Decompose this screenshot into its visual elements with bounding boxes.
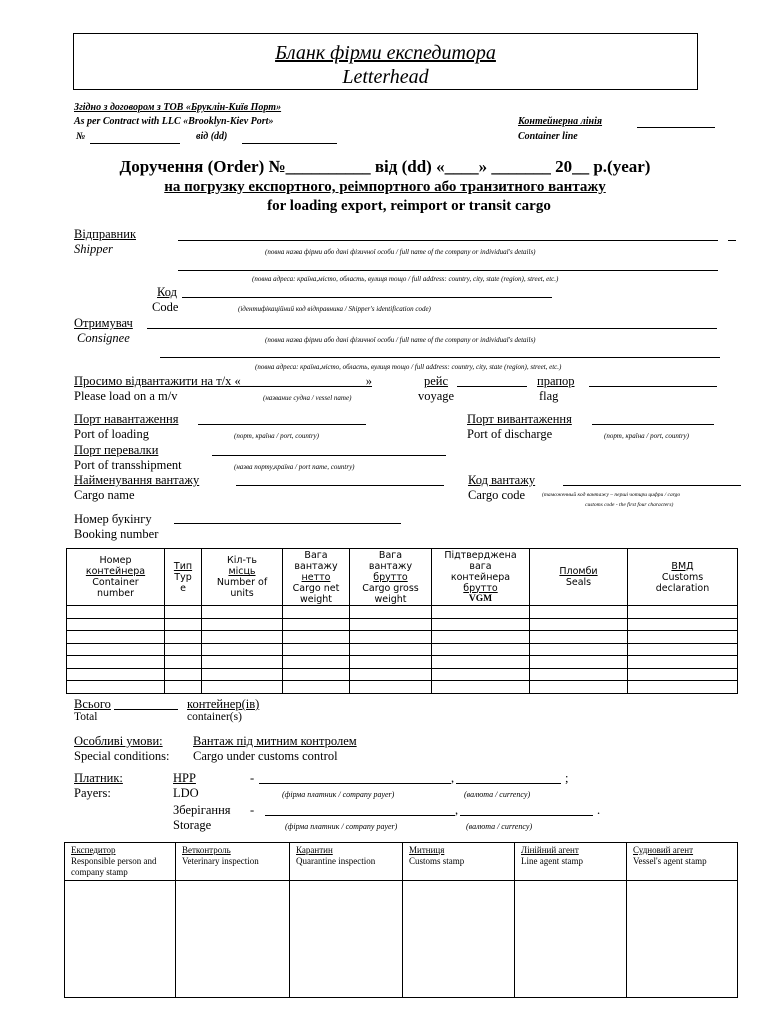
port-discharge-hint: (порт, країна / port, country) [604,432,689,440]
cargo-table [66,548,738,694]
table-cell[interactable] [67,643,165,656]
payer-storage-period: . [597,803,601,817]
table-cell[interactable] [350,606,432,619]
flag-field[interactable] [589,386,717,387]
col-units: Кіл-ть місць Number of units [202,549,283,606]
port-loading-label-en: Port of loading [74,427,149,441]
shipper-name-field[interactable] [178,240,718,241]
table-cell[interactable] [628,631,738,644]
consignee-label-ua: Отримувач [74,316,133,330]
cargo-code-hint-2: customs code - the first four characters) [585,502,674,508]
total-field[interactable] [114,709,178,710]
table-cell[interactable] [283,631,350,644]
table-cell[interactable] [628,656,738,669]
table-cell[interactable] [202,681,283,694]
table-cell[interactable] [350,656,432,669]
payer-storage-company-hint: (фірма платник / company payer) [285,822,398,831]
total-containers-ua: контейнер(ів) [187,697,260,711]
table-cell[interactable] [165,606,202,619]
conditions-label-en: Special conditions: [74,749,170,763]
table-cell[interactable] [350,668,432,681]
payer-hpp-label: HPP [173,771,196,785]
table-row [67,681,738,694]
table-cell[interactable] [628,668,738,681]
voyage-field[interactable] [457,386,527,387]
cargo-code-hint-1: (таможенный код вантажу – перші чотири цифри / cargo [542,492,681,498]
contract-no-field[interactable] [90,143,180,144]
port-loading-hint: (порт, країна / port, country) [234,432,319,440]
table-cell[interactable] [530,668,628,681]
table-cell[interactable] [202,618,283,631]
table-cell[interactable] [432,618,530,631]
col-container-number: Номер контейнера Container number [67,549,165,606]
payer-ldo-company-hint: (фірма платник / company payer) [282,790,395,799]
vessel-label-ua[interactable]: Просимо відвантажити на т/х «____________________» [74,374,373,388]
letterhead-title-en: Letterhead [342,66,429,88]
shipper-name-field-end [728,240,736,241]
booking-label-en: Booking number [74,527,159,541]
payer-hpp-semicolon: ; [565,771,569,785]
stamp-vessel-agent-header: Судновий агент Vessel's agent stamp [627,843,738,881]
table-cell[interactable] [432,606,530,619]
table-cell[interactable] [165,643,202,656]
port-transshipment-label-ua: Порт перевалки [74,443,159,457]
table-row [67,668,738,681]
table-cell[interactable] [350,643,432,656]
total-containers-en: container(s) [187,711,242,723]
cargo-name-label-en: Cargo name [74,488,135,502]
table-cell[interactable] [432,681,530,694]
flag-label-en: flag [539,389,559,403]
payer-storage-dash: - [250,803,255,817]
stamp-line-agent-area[interactable] [515,881,627,998]
payer-hpp-comma: , [451,771,455,785]
table-cell[interactable] [283,668,350,681]
consignee-address-field[interactable] [160,357,720,358]
col-net-weight: Вага вантажу нетто Cargo net weight [283,549,350,606]
conditions-value-ua: Вантаж під митним контролем [193,734,357,748]
total-label-ua: Всього [74,697,111,711]
shipper-code-hint: (ідентифікаційний код відправника / Shipper's identification code) [238,305,431,313]
table-cell[interactable] [165,631,202,644]
table-cell[interactable] [530,643,628,656]
contract-en: As per Contract with LLC «Brooklyn-Kiev Port» [74,116,274,127]
port-transshipment-label-en: Port of transshipment [74,458,182,472]
flag-label-ua: прапор [537,374,575,388]
table-cell[interactable] [67,618,165,631]
port-loading-field[interactable] [198,424,366,425]
shipper-label-en: Shipper [74,242,113,256]
payer-ldo-label: LDO [173,786,199,800]
table-cell[interactable] [432,631,530,644]
table-cell[interactable] [530,681,628,694]
payer-storage-company-field[interactable] [265,815,455,816]
table-cell[interactable] [283,656,350,669]
shipper-address-field[interactable] [178,270,718,271]
col-gross-weight: Вага вантажу брутто Cargo gross weight [350,549,432,606]
payer-storage-currency-hint: (валюта / currency) [466,822,533,831]
container-line-ua: Контейнерна лінія [518,116,603,127]
table-cell[interactable] [432,656,530,669]
table-cell[interactable] [530,656,628,669]
contract-date-field[interactable] [242,143,337,144]
order-line-3: for loading export, reimport or transit cargo [267,198,551,214]
table-cell[interactable] [67,606,165,619]
table-cell[interactable] [202,668,283,681]
port-transshipment-field[interactable] [212,455,446,456]
stamp-veterinary-header: Ветконтроль Veterinary inspection [176,843,290,881]
table-row [67,656,738,669]
table-row [67,643,738,656]
table-cell[interactable] [165,618,202,631]
table-cell[interactable] [350,618,432,631]
table-cell[interactable] [283,606,350,619]
voyage-label-en: voyage [418,389,455,403]
stamp-vessel-agent-area[interactable] [627,881,738,998]
vessel-name-hint: (название судна / vessel name) [263,394,352,402]
stamp-forwarder-area[interactable] [65,881,176,998]
port-loading-label-ua: Порт навантаження [74,412,179,426]
stamp-quarantine-header: Карантин Quarantine inspection [290,843,403,881]
table-row [67,606,738,619]
payer-ldo-currency-hint: (валюта / currency) [464,790,531,799]
table-cell[interactable] [283,643,350,656]
payer-storage-label-ua: Зберігання [173,803,231,817]
table-row [67,631,738,644]
payer-hpp-currency-field[interactable] [456,783,561,784]
payers-label-ua: Платник: [74,771,123,785]
col-customs-declaration: ВМД Customs declaration [628,549,738,606]
stamp-forwarder-header: Експедитор Responsible person and company stamp [65,843,176,881]
order-line-1: Доручення (Order) №__________ від (dd) «____» _______ 20__ р.(year) [119,157,651,176]
table-cell[interactable] [202,606,283,619]
table-cell[interactable] [165,656,202,669]
table-cell[interactable] [530,618,628,631]
consignee-label-en: Consignee [77,331,130,345]
table-cell[interactable] [165,681,202,694]
total-label-en: Total [74,711,98,723]
consignee-address-hint: (повна адреса: країна,місто, область, вулиця тощо / full address: country, city, state (region), street, etc.) [255,363,562,371]
payers-label-en: Payers: [74,786,111,800]
stamp-line-agent-header: Лінійний агент Line agent stamp [515,843,627,881]
letterhead-title-ua: Бланк фірми експедитора [275,42,496,64]
payer-hpp-company-field[interactable] [259,783,451,784]
table-cell[interactable] [67,681,165,694]
consignee-name-hint: (повна назва фірми або дані фізичної особи / full name of the company or individual's details) [265,336,536,344]
contract-no-label: № [76,131,86,142]
table-cell[interactable] [530,606,628,619]
vessel-label-en: Please load on a m/v [74,389,178,403]
port-transshipment-hint: (назва порту,країна / port name, country) [234,463,355,471]
shipper-address-hint: (повна адреса: країна,місто, область, вулиця тощо / full address: country, city, state (region), street, etc.) [252,275,559,283]
stamp-quarantine-area[interactable] [290,881,403,998]
conditions-label-ua: Особливі умови: [74,734,163,748]
table-cell[interactable] [67,668,165,681]
container-line-en: Container line [518,131,578,142]
port-discharge-label-en: Port of discharge [467,427,553,441]
payer-storage-label-en: Storage [173,818,212,832]
table-cell[interactable] [628,606,738,619]
table-cell[interactable] [530,631,628,644]
table-cell[interactable] [432,643,530,656]
booking-field[interactable] [174,523,401,524]
cargo-code-label-ua: Код вантажу [468,473,536,487]
port-discharge-field[interactable] [592,424,714,425]
payer-storage-comma: , [455,803,459,817]
table-cell[interactable] [67,656,165,669]
table-cell[interactable] [283,681,350,694]
voyage-label-ua: рейс [424,374,449,388]
payer-hpp-dash: - [250,771,255,785]
stamps-table [64,842,738,998]
consignee-name-field[interactable] [147,328,717,329]
table-cell[interactable] [432,668,530,681]
shipper-code-label-en: Code [152,300,179,314]
col-type: Тип Тур е [165,549,202,606]
stamp-customs-area[interactable] [403,881,515,998]
shipper-code-field[interactable] [182,297,552,298]
stamp-customs-header: Митниця Customs stamp [403,843,515,881]
container-line-field[interactable] [637,127,715,128]
table-cell[interactable] [628,681,738,694]
col-vgm: Підтверджена вага контейнера брутто VGM [432,549,530,606]
table-cell[interactable] [350,681,432,694]
table-row [67,618,738,631]
col-seals: Пломби Seals [530,549,628,606]
table-cell[interactable] [628,618,738,631]
stamp-veterinary-area[interactable] [176,881,290,998]
table-cell[interactable] [165,668,202,681]
contract-ua: Згідно з договором з ТОВ «Бруклін-Київ Порт» [74,102,282,113]
cargo-name-label-ua: Найменування вантажу [74,473,200,487]
order-line-2: на погрузку експортного, реімпортного або транзитного вантажу [164,179,606,195]
table-cell[interactable] [283,618,350,631]
shipper-code-label-ua: Код [157,285,177,299]
contract-date-label: від (dd) [196,131,228,142]
table-cell[interactable] [628,643,738,656]
table-cell[interactable] [350,631,432,644]
table-cell[interactable] [202,643,283,656]
port-discharge-label-ua: Порт вивантаження [467,412,572,426]
cargo-code-field[interactable] [563,485,741,486]
cargo-code-label-en: Cargo code [468,488,526,502]
cargo-name-field[interactable] [236,485,444,486]
table-cell[interactable] [202,656,283,669]
shipper-name-hint: (повна назва фірми або дані фізичної особи / full name of the company or individual's details) [265,248,536,256]
table-cell[interactable] [67,631,165,644]
booking-label-ua: Номер букінгу [74,512,152,526]
shipper-label-ua: Відправник [74,227,137,241]
letterhead-box [73,33,698,90]
table-cell[interactable] [202,631,283,644]
payer-storage-currency-field[interactable] [460,815,593,816]
conditions-value-en: Cargo under customs control [193,749,338,763]
